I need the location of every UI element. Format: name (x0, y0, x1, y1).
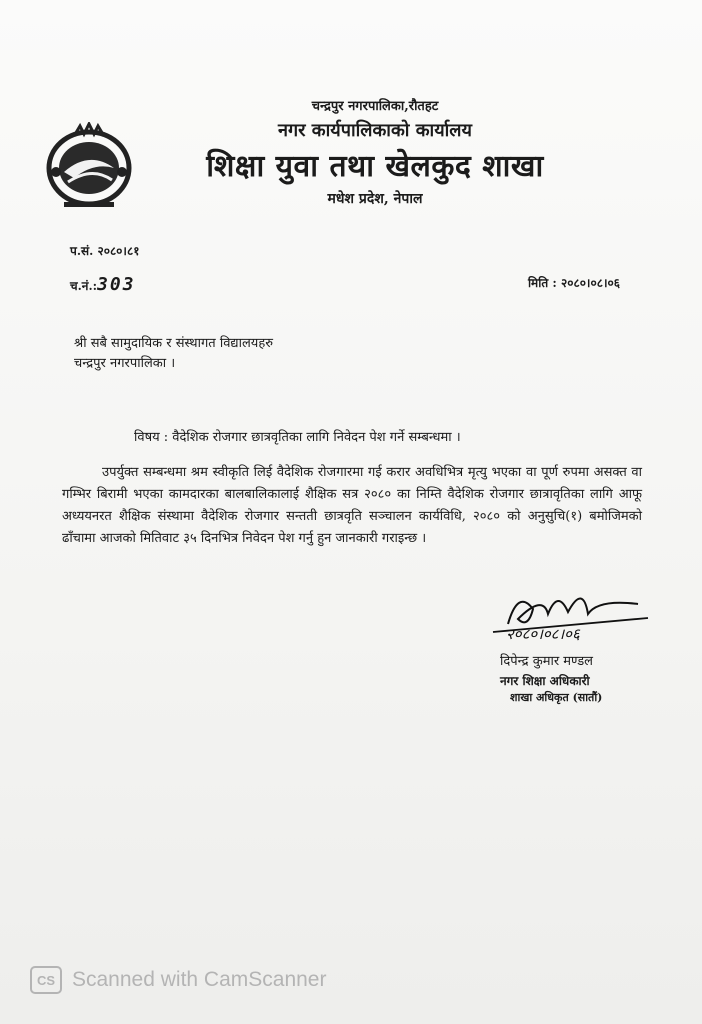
nepal-emblem-logo (44, 122, 134, 210)
body-paragraph: उपर्युक्त सम्बन्धमा श्रम स्वीकृति लिई वैदेशिक रोजगारमा गई करार अवधिभित्र मृत्यु भएका वा पूर्ण रुपमा असक्त वा गम्भिर बिरामी भएका कामदारका बालबालिकालाई शैक्षिक सत्र २०८० का निम्ति वैदेशिक रोजगार छात्रावृतिका लागि आफू अध्ययनरत शैक्षिक संस्थामा वैदेशिक रोजगार सन्तती छात्रवृति सञ्चालन कार्यविधि, २०८० को अनुसुचि(१) बमोजिमको ढाँचामा आजको मितिवाट ३५ दिनभित्र निवेदन पेश गर्नु हुन जानकारी गराइन्छ । (62, 465, 642, 546)
subject-line: विषय : वैदेशिक रोजगार छात्रवृतिका लागि निवेदन पेश गर्ने सम्बन्धमा । (134, 430, 461, 445)
dispatch-number (70, 274, 136, 295)
dispatch-number-value: 303 (97, 274, 136, 295)
section-name: शिक्षा युवा तथा खेलकुद शाखा (206, 149, 544, 184)
signatory-name: दिपेन्द्र कुमार मण्डल (500, 654, 593, 669)
watermark-text: Scanned with CamScanner (72, 968, 327, 991)
handwritten-date: २०८०।०८।०६ (506, 625, 580, 643)
fiscal-year-ref: प.सं. २०८०।८१ (70, 244, 140, 258)
province-name: मधेश प्रदेश, नेपाल (327, 191, 423, 207)
addressee-line1: श्री सबै सामुदायिक र संस्थागत विद्यालयहरु (74, 336, 274, 351)
letterhead (150, 96, 600, 208)
handwritten-signature (488, 584, 658, 654)
office-name: नगर कार्यपालिकाको कार्यालय (278, 120, 472, 141)
letter-date: मिति : २०८०।०८।०६ (527, 276, 620, 290)
signatory-rank: शाखा अधिकृत (सातौं) (510, 691, 603, 704)
addressee-line2: चन्द्रपुर नगरपालिका । (74, 356, 176, 371)
dispatch-number-label: च.नं.: (70, 279, 98, 293)
camscanner-icon: CS (30, 966, 62, 994)
signatory-title: नगर शिक्षा अधिकारी (500, 674, 590, 688)
addressee-block (74, 334, 273, 374)
camscanner-watermark (30, 966, 326, 994)
municipality-name: चन्द्रपुर नगरपालिका,रौतहट (311, 99, 439, 114)
